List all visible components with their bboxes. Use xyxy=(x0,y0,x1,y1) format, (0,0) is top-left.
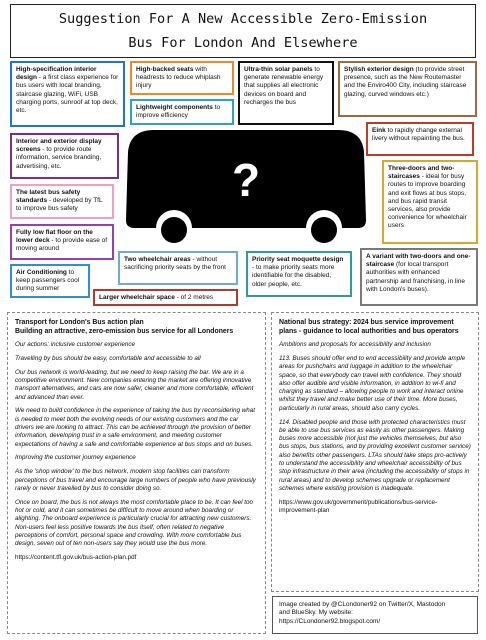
livery-title: Eink xyxy=(372,127,386,134)
tfl-paragraph: Our bus network is world-leading, but we need to keep raising the bar. We are in a competitive environment. New companies entering the market are offering innovative transport alternatives, and cars are now safer, cleaner and more comfortable, efficient and advanced than ever. xyxy=(15,368,254,401)
solar-text: to generate renewable energy that supplies all electronic devices on board and recharges the bus xyxy=(244,66,324,106)
nbs-link[interactable]: https://www.gov.uk/government/publications/bus-service-improvement-plan xyxy=(279,498,438,515)
interior-design-text: - a first class experience for bus users with local branding, staircase glazing, WiFi, USB charging ports, sunroof at top deck, etc. xyxy=(16,74,119,115)
nbs-paragraph: Ambitions and proposals for accessibility and inclusion xyxy=(279,341,431,349)
safety-box xyxy=(10,184,114,219)
tfl-paragraph: Once on board, the bus is not always the most comfortable place to be. It can feel too hot or cold, and it can sometimes be difficult to move around when boarding or alighting. The onboard experience is particularly crucial for attracting new customers. Non-users feel less positive towards the bus itself, often related to negative perceptions of comfort, personal space and crowding. With more comfortable bus design, seven out of ten non-users say they would use the bus more. xyxy=(15,498,254,548)
moquette-title: Priority seat moquette design xyxy=(252,256,344,263)
tfl-paragraph: Travelling by bus should be easy, comfortable and accessible to all xyxy=(15,354,201,362)
solar-title: Ultra-thin solar panels xyxy=(244,66,313,73)
lightweight-text: to improve efficiency xyxy=(136,104,221,120)
tfl-heading-line-1: Transport for London's Bus action plan xyxy=(15,319,144,326)
nbs-panel-heading xyxy=(279,319,471,336)
nbs-paragraph: 113. Buses should offer end to end accessibility and provide ample areas for pushchairs and luggage in addition to the wheelchair space, so that everybody can travel with confidence. They should also offer audible and visible information, in addition to wi-fi and charging as standard – allowing people to work and interact online whilst they travel and make better use of their time. More buses, particularly in rural areas, should also carry cycles. xyxy=(279,354,466,412)
lightweight-box xyxy=(130,99,234,125)
question-mark: ? xyxy=(231,154,261,206)
livery-box xyxy=(366,122,474,156)
rear-wheel xyxy=(311,217,337,243)
nbs-heading-line-2: plans - guidance to local authorities and bus operators xyxy=(279,327,459,335)
page-title xyxy=(10,4,476,58)
credit-line-1: Image created by @CLondoner92 on Twitter/X, Mastodon xyxy=(279,601,446,608)
image-credit-box xyxy=(272,596,478,634)
exterior-box xyxy=(338,61,477,117)
low-floor-text: - to provide ease of moving around xyxy=(16,237,108,253)
three-door-box xyxy=(382,160,478,244)
credit-website-link[interactable]: https://CLondoner92.blogspot.com/ xyxy=(279,617,381,625)
variant-box xyxy=(360,248,478,306)
displays-text: - to provide route information, service branding, advertising, etc. xyxy=(16,146,102,170)
variant-title: A variant with two-doors and one-staircase xyxy=(366,253,471,269)
tfl-paragraph: As the 'shop window' to the bus network, modern stop facilities can transform perceptions of bus travel and encourage large numbers of people who have previously rarely or never travelled by bus to consider doing so. xyxy=(15,468,256,492)
tfl-paragraph: We need to build confidence in the experience of taking the bus by reconsidering what is needed to meet both the evolving needs of our existing customers and the car drivers we are looking to attract. This can be achieved through the provision of better information, developing trust in a safe environment, and meeting customer expectations of having a safe and comfortable experience at bus stops and on buses. xyxy=(15,407,256,448)
exterior-text: (to provide street presence, such as the New Routemaster and the Enviro400 City, including staircase glazing, curved windows etc.) xyxy=(344,66,467,98)
larger-space-box xyxy=(93,289,238,306)
wheelchair-areas-text: - without sacrificing priority seats by the front xyxy=(124,256,226,272)
interior-design-title: High-specification interior design xyxy=(16,66,97,82)
low-floor-box xyxy=(10,224,114,260)
credit-line-2: and BlueSky. My website: xyxy=(279,609,353,617)
nbs-paragraph: 114. Disabled people and those with protected characteristics must be able to use bus services as easily as other passengers. Making buses more accessible (not just the vehicles themselves, but also bus stops, bus stations, and by providing excellent customer service) also benefits other passengers. LTAs should take steps pro-actively to understand the accessibility and wheelchair accessibility of bus stop infrastructure in their area (including the accessibility of stops in rural areas) and to develop schemes upgrade or replacement schemes where existing provision is inadequate. xyxy=(279,418,471,492)
tfl-panel-heading xyxy=(15,319,258,336)
larger-space-title: Larger wheelchair space xyxy=(99,294,175,301)
displays-title: Interior and exterior display screens xyxy=(16,138,102,154)
three-door-text: - ideal for busy routes to improve boarding and exit flows at bus stops, and bus rapid transit services, also provide convenience for wheelchair users xyxy=(388,173,467,230)
wheelchair-areas-title: Two wheelchair areas xyxy=(124,256,191,263)
tfl-heading-line-2: Building an attractive, zero-emission bus service for all Londoners xyxy=(15,327,234,335)
aircon-text: to keep passengers cool during summer xyxy=(16,269,80,293)
safety-text: - developed by TfL to improve bus safety xyxy=(16,197,103,213)
lightweight-title: Lightweight components xyxy=(136,104,213,111)
moquette-text: - to make priority seats more identifiable for the disabled, older people, etc. xyxy=(252,264,335,288)
nbs-heading-line-1: National bus strategy: 2024 bus service improvement xyxy=(279,319,454,326)
tfl-link[interactable]: https://content.tfl.gov.uk/bus-action-plan.pdf xyxy=(15,553,137,561)
title-line-1: Suggestion For A New Accessible Zero-Emission xyxy=(58,11,428,27)
bus-silhouette xyxy=(122,128,370,244)
three-door-title: Three-doors and two-staircases xyxy=(388,165,455,181)
wheelchair-areas-box xyxy=(118,251,238,285)
national-bus-strategy-panel xyxy=(271,312,479,592)
low-floor-title: Fully low flat floor on the lower deck xyxy=(16,229,93,245)
seats-title: High-backed seats xyxy=(136,66,194,73)
moquette-box xyxy=(246,251,352,297)
tfl-paragraph: Our actions: inclusive customer experience xyxy=(15,341,136,349)
variant-text: (for local transport authorities with enhanced partnership and franchising, in line with London's buses). xyxy=(366,261,466,293)
displays-box xyxy=(10,133,119,179)
aircon-box xyxy=(10,264,90,298)
exterior-title: Stylish exterior design xyxy=(344,66,414,73)
front-wheel xyxy=(161,217,187,243)
larger-space-text: - of 2 metres xyxy=(174,294,214,301)
solar-box xyxy=(238,61,334,125)
seats-box xyxy=(130,61,234,95)
tfl-paragraph: Improving the customer journey experience xyxy=(15,454,136,462)
aircon-title: Air Conditioning xyxy=(16,269,67,276)
livery-text: to rapidly change external livery without repainting the bus. xyxy=(372,127,465,143)
safety-title: The latest bus safety standards xyxy=(16,189,81,205)
tfl-action-plan-panel xyxy=(7,312,266,634)
seats-text: with headrests to reduce whiplash injury xyxy=(136,66,221,90)
interior-design-box xyxy=(10,61,125,127)
title-line-2: Bus For London And Elsewhere xyxy=(128,35,358,51)
